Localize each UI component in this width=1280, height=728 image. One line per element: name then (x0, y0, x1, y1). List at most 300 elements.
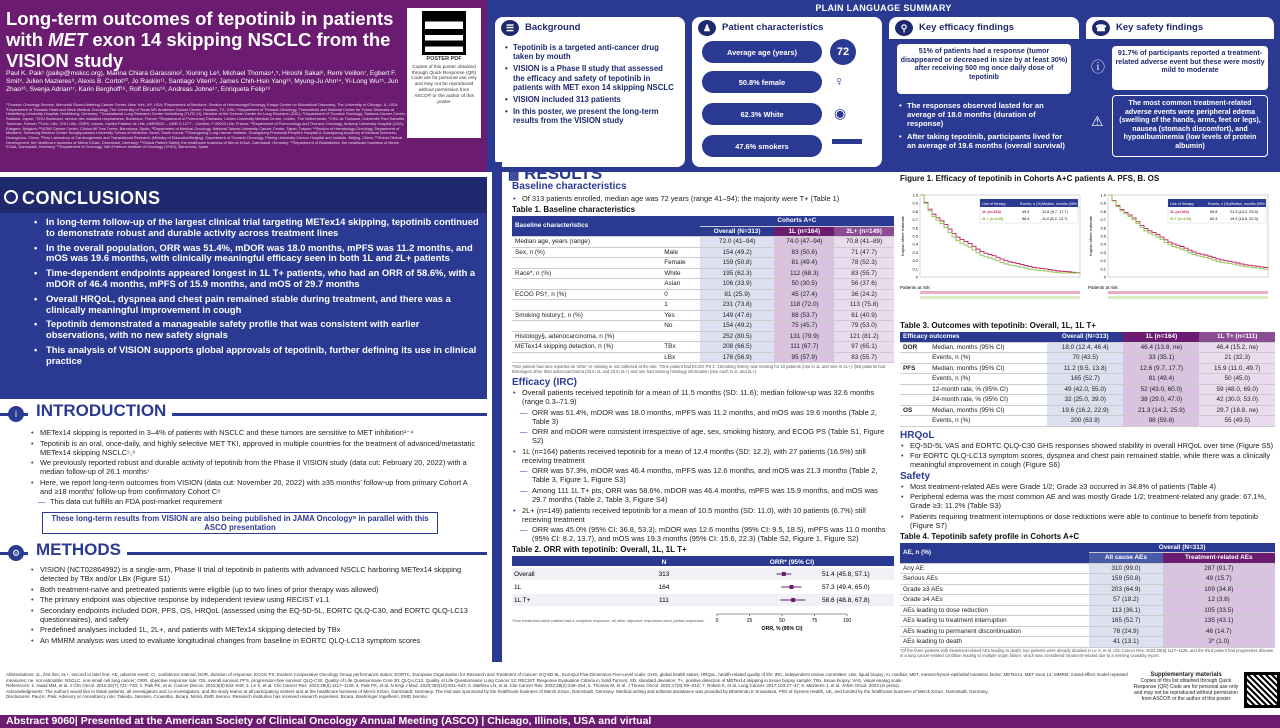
list-item: • Overall HRQoL, dyspnea and chest pain remained stable during treatment, and there was a clinically meaningful improvement in cough (34, 294, 479, 316)
table-cell: 154 (49.2) (700, 321, 775, 332)
smokers-pill: 47.6% smokers (702, 135, 822, 157)
qr-note: Copies of this poster obtained through Quick Response (QR) Code are for personal use only and may not be reproduced without permission from ASCO® or the author of this poster (411, 64, 477, 105)
baseline-text: • Of 313 patients enrolled, median age was 72 years (range 41–94); the majority were T+ (Table 1) (512, 194, 894, 203)
table-cell: 52 (43.0, 60.0) (1123, 384, 1199, 395)
table-cell: 41 (13.1) (1089, 637, 1162, 648)
hrqol-list (900, 441, 1275, 470)
pls-efficacy-card (889, 17, 1079, 167)
t2-tick-label: 0 (715, 618, 719, 625)
table-row (512, 247, 894, 258)
table-cell: 178 (56.9) (700, 352, 775, 363)
t2-row-orr: 57.3 (49.4, 65.0) (822, 584, 870, 592)
table-cell: 81 (49.4) (1123, 374, 1199, 385)
table-row (900, 342, 1275, 353)
t2-row-orr: 51.4 (45.8, 57.1) (822, 571, 870, 579)
table-cell: Any AE (900, 563, 1089, 574)
t1-head-0: Baseline characteristics (512, 216, 700, 237)
magnifier-icon: ⚲ (895, 20, 913, 36)
t1-head-2: Overall (N=313) (700, 226, 775, 237)
table-cell: 70 (43.5) (1047, 353, 1123, 364)
table-cell: Serious AEs (900, 574, 1089, 585)
risk-row-1 (920, 291, 1080, 294)
km-ytick: 0.3 (912, 249, 918, 255)
table-cell: 59 (48.0, 69.0) (1199, 384, 1275, 395)
table-cell: 50 (30.5) (774, 279, 834, 290)
list-item: • Here, we report long-term outcomes from VISION (data cut: November 20, 2022) with ≥35 months' follow-up from primary Cohort A and ≥18 months' follow-up from confirmatory Cohort C⁸ (30, 478, 480, 496)
table-row (900, 637, 1275, 648)
t2-row-n: 313 (658, 571, 670, 579)
qr-title: POSTER PDF (426, 56, 462, 62)
baseline-heading: Baseline characteristics (512, 181, 627, 192)
table-cell: Median, months (95% CI) (929, 363, 1047, 374)
table-cell: Events, n (%) (929, 374, 1047, 385)
pls-background-title: Background (525, 22, 581, 33)
title-line-2a: with (6, 29, 49, 50)
list-item: • This analysis of VISION supports global approvals of tepotinib, further defining its use in clinical practice (34, 345, 479, 367)
results-right-col (900, 173, 1275, 658)
t3-head-1: Overall (N=313) (1047, 332, 1123, 342)
pls-safety-card (1086, 17, 1274, 167)
references: References: 1. Awad MM, et al. J Clin Oncol. 2016;34(7):721–730; 2. Paik PK, et al. Cancer Discov. 2015;5(8):842–849; 3. Le X, et al. Clin Cancer Res. 2022;28(6):1117–1126; 4. Paik PK, et al. N Engl J Med. 2020;383(10):931–943; 5. Mathieu LN, et al. Clin Cancer Res. 2022;28(2):249–254; 6. Thomas M, et al. J Thorac Oncol. 2022;17(9):S9–S10; 7. Robert K, et al. Lung Cancer. 2017;103:27–37; 8. Mazieres J, et al. JAMA Oncol. 2023 (in press). (6, 683, 901, 688)
legend-median: 19.3 (15.6, 22.3) (1230, 217, 1258, 221)
t2-point (791, 598, 795, 602)
table-cell: 71 (47.7) (834, 247, 894, 258)
female-pill: 50.8% female (702, 71, 822, 93)
legend-median: 12.6 (9.7, 17.7) (1042, 210, 1068, 214)
table-cell: Events, n (%) (929, 353, 1047, 364)
table-cell: 3* (1.0) (1163, 637, 1275, 648)
table-cell: Race*, n (%) (512, 268, 661, 279)
white-pill: 62.3% White (702, 103, 822, 125)
list-item: • We previously reported robust and durable activity of tepotinib from the Phase II VISION study (data cut: February 20, 2022) with a median follow-up of 26.1 months⁷ (30, 458, 480, 476)
affiliations: ¹Thoracic Oncology Service, Memorial Sloan-Kettering Cancer Center, New York, NY, USA; ²Department of Medicine, Section of Hematology/Oncology, Knapp Center for Biomedical Discovery, The University of Chicago, IL, USA; ³Department of Thoracic Head and Neck Medical Oncology, The University of Texas MD Anderson Cancer Center, Houston, TX, USA; ⁴Department of Thoracic Oncology, Thoraxklinik and National Center for Tumor Diseases at Heidelberg University Hospital, Heidelberg, Germany; ⁵Translational Lung Research Center Heidelberg (TLRC-H), Member of the German Center for Lung Research (DZL); ⁶Department of Thoracic Oncology, Saitama Cancer Center, Saitama, Japan; ⁷CHU Bordeaux, service des maladies respiratoires, Bordeaux, France; ⁸Department of Pulmonary Diseases, Leiden University Medical Centre, Leiden, The Netherlands; ⁹CHU de Toulouse, Université Paul Sabatier, Toulouse, France; ¹⁰Univ. Lille, CHU Lille, CNRS, Inserm, Institut Pasteur de Lille, UMR9020 – UMR-S 1277 – Canther, F-59000 Lille, France; ¹¹Department of Pulmonology and Thoracic Oncology, Antwerp University Hospital (UZA), Edegem, Belgium; ¹²UOMI Cancer Center, Clínica Mi Tres Torres, Barcelona, Spain; ¹³Department of Medical Oncology, National Taiwan University Cancer Center, Taipei, Taiwan; ¹⁴Section of Hematology-Oncology, Department of Medicine, Samsung Medical Center Sungkyunkwan University School of Medicine, Seoul, South Korea; ¹⁵Guangdong Lung Cancer Institute, Guangdong Provincial People's Hospital & Guangdong Academy of Medical Sciences, Guangzhou, China; ¹⁶Key Laboratory of Carcinogenesis and Translational Research (Ministry of Education/Beijing), Department of Thoracic Oncology, Peking University Cancer Hospital and Institute, Beijing, China; ¹⁷Global Clinical Development, the healthcare business of Merck KGaA, Darmstadt, Germany; ¹⁸Global Patient Safety, the healthcare business of Merck KGaA, Darmstadt, Germany; ¹⁹Department of Biostatistics, the healthcare business of Merck KGaA, Darmstadt, Germany; ²⁰Department of Oncology, Vall d'Hebron Institute of Oncology (VHIO), Barcelona, Spain (6, 102, 406, 150)
table-cell: Histology§, adenocarcinoma, n (%) (512, 331, 661, 342)
t2-footnote: *One treatment-naïve patient had a complete response; all other objective responses were partial responses. (512, 618, 705, 624)
list-item: • Overall patients received tepotinib for a mean of 11.5 months (SD: 11.6); median follow-up was 32.6 months (range 0.3–71.9) (512, 388, 894, 406)
table-cell: 50 (45.0) (1199, 374, 1275, 385)
table-row (900, 353, 1275, 364)
table-cell (900, 353, 929, 364)
list-item: • In the overall population, ORR was 51.4%, mDOR was 18.0 months, mPFS was 11.2 months, and mOS was 19.6 months, with clinically meaningful efficacy seen in both 1L and 2L+ patients (34, 243, 479, 265)
patients-at-risk: Patients at risk: (1088, 285, 1119, 290)
legend-events: 59.8 (1210, 210, 1218, 214)
t4-head-1: Overall (N=313) (1089, 543, 1275, 553)
cigarette-icon (832, 139, 862, 144)
age-pill: Average age (years) (702, 41, 822, 63)
supplementary-box (1132, 672, 1280, 715)
table-cell: 83 (50.6) (774, 247, 834, 258)
table-cell: 195 (62.3) (700, 268, 775, 279)
table-cell: 12-month rate, % (95% CI) (929, 384, 1047, 395)
table-cell: OS (900, 405, 929, 416)
km-ytick: 0 (915, 274, 918, 280)
list-item: • Peripheral edema was the most common AE and was mostly Grade 1/2; treatment-related any grade: 67.1%, Grade ≥3: 11.2% (Table S3) (900, 492, 1275, 510)
title-line-2c: exon 14 skipping NSCLC from the (87, 29, 391, 50)
list-item: • Time-dependent endpoints appeared longest in 1L T+ patients, who had an ORR of 58.6%, with a mDOR of 46.4 months, mPFS of 15.9 months, and mOS of 29.7 months (34, 268, 479, 290)
disclosures: Disclosures: Paul K. Paik: Advisory or consultancy role: Takeda, Janssen, CrownBio, Bicara, Mirati, EMD Serono. Research institution has received research expenses: Bicara, Boehringer Ingelheim, EMD Serono. (6, 694, 429, 699)
list-item: • Tepotinib is a targeted anti-cancer drug taken by mouth (505, 43, 675, 61)
table-cell: 98 (59.8) (1123, 416, 1199, 427)
acknowledgments: Acknowledgments: The authors would like to thank patients, all investigators and co-investigators, and the study teams at all participating centers and at the healthcare business of Merck KGaA, Darmstadt, Germany. The trial was sponsored by the healthcare business of Merck KGaA, Darmstadt, Germany. Medical writing and editorial assistance was provided by Bhartendu K Srivastava, PhD of Syneos Health, UK, and funded by the healthcare business of Merck KGaA, Darmstadt, Germany. (6, 688, 989, 694)
table-cell: 81 (49.4) (774, 258, 834, 269)
list-item: • An MMRM analysis was used to evaluate longitudinal changes from baseline in EORTC QLQ-LC13 symptom scores (30, 636, 480, 645)
pls-eff-title: Key efficacy findings (919, 22, 1015, 33)
t2-row-n: 111 (659, 597, 669, 605)
table-cell: 46.4 (13.8, ne) (1123, 342, 1199, 353)
km-legend (980, 199, 1083, 223)
intro-header (0, 403, 487, 425)
km-legend (1168, 199, 1271, 223)
list-item: • Both treatment-naïve and pretreated patients were eligible (up to two lines of prior therapy was allowed) (30, 585, 480, 594)
plain-language-summary (487, 0, 1280, 172)
title-line-2b: MET (48, 29, 88, 50)
table-row (900, 574, 1275, 585)
poster-qr-box (407, 8, 481, 138)
qr-code-icon[interactable] (422, 11, 466, 55)
list-item: — ORR was 57.3%, mDOR was 46.4 months, mPFS was 12.6 months, and mOS was 21.3 months (Table 2, Table 3, Figure 1, Figure S3) (512, 466, 894, 484)
table-cell: 49 (15.7) (1163, 574, 1275, 585)
list-item: • Most treatment-related AEs were Grade 1/2; Grade ≥3 occurred in 34.8% of patients (Table 4) (900, 482, 1275, 491)
title-line-3: VISION study (6, 50, 124, 71)
table-cell: 12 (3.8) (1163, 595, 1275, 606)
legend-events: 60.3 (1210, 217, 1218, 221)
t2-header-bar (512, 556, 894, 566)
table-cell: 29.7 (18.8, ne) (1199, 405, 1275, 416)
info-icon: i (8, 406, 24, 422)
sup-qr-icon[interactable] (1244, 672, 1280, 708)
legend-line: 2L+ (n=149) (982, 217, 1004, 221)
table-cell: Asian (661, 279, 700, 290)
pls-background-list (505, 43, 675, 126)
warning-icon: ⚠ (1091, 113, 1104, 129)
table-cell (900, 395, 929, 406)
table-cell: 105 (33.5) (1163, 605, 1275, 616)
table-row (900, 584, 1275, 595)
table-row (900, 395, 1275, 406)
table-cell (900, 374, 929, 385)
safety-box-2: The most common treatment-related adverse events were peripheral edema (swelling of the hands, arms, feet or legs), nausea (stomach discomfort), and hypoalbuminemia (low levels of protein albumin) (1112, 95, 1268, 157)
list-item: • VISION (NCT02864992) is a single-arm, Phase II trial of tepotinib in patients with advanced NSCLC harboring METex14 skipping detected by TBx and/or LBx (Figure S1) (30, 565, 480, 583)
km-ytick: 0.7 (912, 217, 918, 223)
figure1-km-curves (900, 185, 1275, 315)
t4-head-2: All cause AEs (1089, 553, 1162, 564)
km-ytick: 0.3 (1100, 249, 1106, 255)
list-item: • Secondary endpoints included DOR, PFS, OS, HRQoL (assessed using the EQ-5D-5L, EORTC QLQ-C30, and EORTC QLQ-LC13 questionnaires), and safety (30, 606, 480, 624)
table-cell: 57 (18.2) (1089, 595, 1162, 606)
table-cell: 19.6 (16.2, 22.9) (1047, 405, 1123, 416)
km-ytick: 0.7 (1100, 217, 1106, 223)
table-cell (512, 352, 661, 363)
table-cell (661, 331, 700, 342)
safety-list (900, 482, 1275, 530)
list-item: • METex14 skipping is reported in 3–4% of patients with NSCLC and these tumors are sensitive to MET inhibition¹⁻⁴ (30, 428, 480, 437)
km-ytick: 0.8 (912, 208, 918, 214)
km-ytick: 0.6 (1100, 225, 1106, 231)
people-icon: ♟ (698, 20, 716, 36)
flask-icon: ⚙ (8, 545, 24, 561)
list-item: • After taking tepotinib, participants lived for an average of 19.6 months (overall survival) (899, 132, 1069, 150)
table-cell: 88 (53.7) (774, 310, 834, 321)
table-cell: DOR (900, 342, 929, 353)
km-ytick: 0.4 (1100, 241, 1106, 247)
t1-head-4: 2L+ (n=149) (834, 226, 894, 237)
table-cell (512, 321, 661, 332)
hrqol-heading: HRQoL (900, 429, 935, 441)
legend-line: 1L (n=164) (982, 210, 1001, 214)
table-cell: 78 (24.9) (1089, 626, 1162, 637)
table-cell: White (661, 268, 700, 279)
t4-head-0: AE, n (%) (900, 543, 1089, 564)
t3-head-3: 1L T+ (n=111) (1199, 332, 1275, 342)
table-cell: 112 (68.3) (774, 268, 834, 279)
km-ylabel: Kaplan-Meier estimate (900, 215, 905, 257)
table-row (900, 384, 1275, 395)
table-cell: 310 (99.0) (1089, 563, 1162, 574)
abstract-banner: Abstract 9060| Presented at the American Society of Clinical Oncology Annual Meeting (ASCO) | Chicago, Illinois, USA and virtual (0, 715, 1280, 728)
table-cell (661, 237, 700, 248)
t2-row-label: Overall (514, 571, 535, 579)
km-ytick: 1.0 (1100, 192, 1106, 198)
km-ytick: 0.2 (1100, 258, 1106, 264)
list-item: • VISION included 313 patients (505, 95, 675, 104)
table-cell: 109 (34.8) (1163, 584, 1275, 595)
t2-point (789, 585, 793, 589)
km-ytick: 0.8 (1100, 208, 1106, 214)
table4 (900, 543, 1275, 648)
risk-row-2 (1108, 296, 1268, 299)
list-item: • In this poster, we present the long-term results from the VISION study (505, 107, 675, 125)
table-row (512, 321, 894, 332)
book-icon: ☰ (501, 20, 519, 36)
table-cell: 83 (55.7) (834, 352, 894, 363)
table-cell: Smoking history‡, n (%) (512, 310, 661, 321)
t2-xlabel: ORR, % (95% CI) (761, 626, 803, 633)
list-item: — ORR was 51.4%, mDOR was 18.0 months, mPFS was 11.2 months, and mOS was 19.6 months (Table 2, Table 3) (512, 408, 894, 426)
table-cell: LBx (661, 352, 700, 363)
km-ytick: 0 (1103, 274, 1106, 280)
table-cell: 33 (35.1) (1123, 353, 1199, 364)
table-cell: 72.0 (41–94) (700, 237, 775, 248)
km-ytick: 0.5 (912, 233, 918, 239)
table-cell: PFS (900, 363, 929, 374)
globe-icon: ◉ (834, 105, 847, 121)
list-item: • 2L+ (n=149) patients received tepotinib for a mean of 10.5 months (SD: 11.0), with 10 patients (6.7%) still receiving treatment (512, 506, 894, 524)
km-ytick: 0.1 (912, 266, 918, 272)
pls-safety-title: Key safety findings (1116, 22, 1204, 33)
km-ytick: 0.4 (912, 241, 918, 247)
table1-title: Table 1. Baseline characteristics (512, 205, 636, 214)
table-row (512, 237, 894, 248)
table-cell: 79 (53.0) (834, 321, 894, 332)
table-cell: 81 (25.9) (700, 289, 775, 300)
table-cell: 75 (45.7) (774, 321, 834, 332)
table-cell: 111 (67.7) (774, 342, 834, 353)
list-item: • Tepotinib is an oral, once-daily, and highly selective MET TKI, approved in multiple countries for the treatment of advanced/metastatic METex14 skipping NSCLC⁵,⁶ (30, 439, 480, 457)
table-cell: 113 (75.8) (834, 300, 894, 311)
pls-char-title: Patient characteristics (722, 22, 824, 33)
methods-list (30, 565, 480, 645)
table-row (512, 331, 894, 342)
table-cell: 203 (64.9) (1089, 584, 1162, 595)
table-row (512, 268, 894, 279)
table-cell: 149 (47.6) (700, 310, 775, 321)
legend-head: Line of therapy (982, 202, 1006, 206)
t2-point (782, 572, 786, 576)
table-cell: 287 (91.7) (1163, 563, 1275, 574)
table-cell: Grade ≥3 AEs (900, 584, 1089, 595)
legend-median: 11.0 (8.2, 13.7) (1042, 217, 1068, 221)
table4-title: Table 4. Tepotinib safety profile in Cohorts A+C (900, 531, 1080, 541)
table-row (900, 374, 1275, 385)
table-cell (512, 258, 661, 269)
legend-line: 1L (n=164) (1170, 210, 1189, 214)
list-item: — This data cut fulfills an FDA post-market requirement (30, 497, 480, 506)
pls-background-card (495, 17, 685, 167)
table-cell: Median, months (95% CI) (929, 342, 1047, 353)
km-ytick: 1.0 (912, 192, 918, 198)
legend-line: 2L+ (n=149) (1170, 217, 1192, 221)
efficacy-box: 51% of patients had a response (tumor disappeared or decreased in size by at least 30%) after receiving 500 mg once daily dose of tepotinib (897, 44, 1071, 94)
table-cell: 97 (65.1) (834, 342, 894, 353)
table-cell: Male (661, 247, 700, 258)
shield-icon: ☎ (1092, 20, 1110, 36)
table-row (900, 605, 1275, 616)
patients-at-risk: Patients at risk: (900, 285, 931, 290)
table-cell: 24-month rate, % (95% CI) (929, 395, 1047, 406)
table-cell: 0 (661, 289, 700, 300)
table-cell: 32 (25.0, 39.0) (1047, 395, 1123, 406)
table-cell: AEs leading to permanent discontinuation (900, 626, 1089, 637)
results-left-col (512, 181, 894, 641)
table-cell (512, 279, 661, 290)
legend-head: Median, months (95% CI) (1042, 202, 1083, 206)
efficacy-list (512, 388, 894, 543)
table-cell: 49 (42.0, 55.0) (1047, 384, 1123, 395)
table-cell: 36 (24.2) (834, 289, 894, 300)
table3 (900, 332, 1275, 427)
table-cell: 1 (661, 300, 700, 311)
table-cell: 18.0 (12.4, 46.4) (1047, 342, 1123, 353)
table-cell: 46.4 (15.2, ne) (1199, 342, 1275, 353)
table-row (512, 289, 894, 300)
pls-characteristics-card (692, 17, 882, 167)
table-row (900, 626, 1275, 637)
table-cell: AEs leading to treatment interruption (900, 616, 1089, 627)
safety-box-1: 91.7% of participants reported a treatment-related adverse event but these were mostly mild to moderate (1112, 46, 1268, 90)
sup-text: Copies of this list obtained through Quick Response (QR) Code are for personal use only and may not be reproduced without permission from ASCO® or the author of this poster (1133, 678, 1239, 702)
table-cell: AEs leading to death (900, 637, 1089, 648)
table-cell: 159 (50.8) (700, 258, 775, 269)
list-item: — ORR and mDOR were consistent irrespective of age, sex, smoking history, and ECOG PS (Table S1, Figure S2) (512, 427, 894, 445)
sup-title: Supplementary materials (1150, 672, 1222, 678)
t2-row-label: 1L T+ (514, 597, 531, 605)
t1-head-3: 1L (n=164) (774, 226, 834, 237)
table-cell: No (661, 321, 700, 332)
female-icon: ♀ (834, 73, 845, 89)
table-cell: Sex, n (%) (512, 247, 661, 258)
km-ytick: 0.1 (1100, 266, 1106, 272)
list-item: • Tepotinib demonstrated a manageable safety profile that was consistent with earlier observations, with no new safety signals (34, 319, 479, 341)
intro-list (30, 428, 480, 506)
intro-body (30, 428, 480, 508)
author-list: Paul K. Paik¹ (paikp@mskcc.org), Marina Chiara Garassino², Xiuning Le³, Michael Thomas⁴,⁵, Hiroshi Sakai⁶, Remi Veillon⁷, Egbert F. Smit⁸, Julien Mazieres⁹, Alexis B. Cortot¹⁰, Jo Raskin¹¹, Santiago Viteri¹², James Chih-Hsin Yang¹³, Myung-Ju Ahn¹⁴, Yi-Long Wu¹⁵, Jun Zhao¹⁶, Svenja Adrian¹⁷, Karin Berghoff¹⁸, Rolf Bruns¹⁸, Andreas Johne¹⁷, Enriqueta Felip¹⁹ (6, 70, 399, 94)
abbreviations: Abbreviations: 1L, first line; 2L+, second or later line; AE, adverse event; CI, confidence interval; DOR, duration of response; ECOG PS, Eastern Cooperative Oncology Group performance status; EORTC, European Organisation for Research and Treatment of Cancer; EQ-5D-5L, EuroQol Five-Dimension Five-Level scale; GHS, global health status; HRQoL, health-related quality of life; IRC, independent review committee; LBx, liquid biopsy; m, median; MET, mesenchymal–epithelial transition factor; METex14, MET exon 14; MMRM, mixed-effect model repeated measures; ne, not estimable; NSCLC, non-small cell lung cancer; ORR, objective response rate; OS, overall survival; PFS, progression-free survival; QLQ-C30, Quality of Life Questionnaire Core 30; QLQ-LC13, Quality of Life Questionnaire Lung Cancer 13; RECIST, Response Evaluation Criteria in Solid Tumors; SD, standard deviation; T+, positive detection of METex14 skipping in tissue biopsy sample; TBx, tissue biopsy; VAS, visual analog scale. (6, 672, 1128, 683)
table-cell: 38 (29.0, 47.0) (1123, 395, 1199, 406)
table-cell: 135 (43.1) (1163, 616, 1275, 627)
results-title-text: RESULTS (524, 164, 603, 183)
list-item: • VISION is a Phase II study that assessed the efficacy and safety of tepotinib in patients with MET exon 14 skipping NSCLC (505, 64, 675, 92)
risk-row-1 (1108, 291, 1268, 294)
table-cell: 46 (14.7) (1163, 626, 1275, 637)
table-cell: AEs leading to dose reduction (900, 605, 1089, 616)
poster-title (6, 8, 401, 71)
table-cell: Yes (661, 310, 700, 321)
table-cell: 121 (81.2) (834, 331, 894, 342)
list-item: • EQ-5D-5L VAS and EORTC QLQ-C30 GHS responses showed stability in overall HRQoL over time (Figure S5) (900, 441, 1275, 450)
results-sidebar-bar (492, 162, 502, 662)
table-row (512, 310, 894, 321)
t2-row-orr: 58.6 (48.8, 67.8) (822, 597, 870, 605)
table-cell (900, 416, 929, 427)
km-ytick: 0.2 (912, 258, 918, 264)
t2-row-n: 164 (658, 584, 670, 592)
publication-note: These long-term results from VISION are also being published in JAMA Oncology⁸ in parallel with this ASCO presentation (42, 512, 438, 534)
km-ytick: 0.9 (912, 200, 918, 206)
table-cell: Grade ≥4 AEs (900, 595, 1089, 606)
table-cell: 159 (50.8) (1089, 574, 1162, 585)
t2-head-n: N (661, 559, 667, 567)
table-cell: 74.0 (47–94) (774, 237, 834, 248)
table-cell: TBx (661, 342, 700, 353)
t3-head-2: 1L (n=164) (1123, 332, 1199, 342)
table-row (512, 352, 894, 363)
table-cell: 231 (73.8) (700, 300, 775, 311)
pls-header: PLAIN LANGUAGE SUMMARY (815, 3, 952, 13)
legend-head: Events, n (%) (1020, 202, 1042, 206)
legend-events: 56.4 (1022, 217, 1030, 221)
table-cell: 118 (72.0) (774, 300, 834, 311)
table-cell: ECOG PS†, n (%) (512, 289, 661, 300)
table-row (900, 363, 1275, 374)
legend-head: Median, months (95% CI) (1230, 202, 1271, 206)
table-cell: 78 (52.3) (834, 258, 894, 269)
table-cell: 252 (80.5) (700, 331, 775, 342)
table-row (900, 616, 1275, 627)
age-value: 72 (830, 39, 856, 65)
list-item: — ORR was 45.0% (95% CI: 36.8, 53.3), mDOR was 12.6 months (95% CI: 9.5, 18.5), mPFS was 11.0 months (95% CI: 8.2, 13.7), and mOS was 19.3 months (95% CI: 15.6, 22.3) (Table S2, Figure 1, Figure S2) (512, 525, 894, 543)
table-cell: 131 (79.9) (774, 331, 834, 342)
table-cell: 95 (57.9) (774, 352, 834, 363)
table-cell: Median age, years (range) (512, 237, 661, 248)
methods-header (0, 542, 487, 564)
table-cell: 12.6 (9.7, 17.7) (1123, 363, 1199, 374)
list-item: • In long-term follow-up of the largest clinical trial targeting METex14 skipping, tepotinib continued to demonstrate robust and durable activity across treatment lines (34, 217, 479, 239)
list-item: • The primary endpoint was objective response by independent review using RECIST v1.1 (30, 595, 480, 604)
table-cell: 165 (52.7) (1089, 616, 1162, 627)
table1-footnote: *One patient had race reported as 'other' or missing or not collected at the site. †One patient had ECOG PS 2. ‡Smoking history was missing for 10 patients (one in 1L and nine in 2L+). §56 patients had histologies other than adenocarcinoma (33 in 1L and 23 in 2L+) and one had missing histology information (one each in 1L and 2L+). (512, 364, 886, 374)
table-cell: 200 (63.9) (1047, 416, 1123, 427)
title-line-1: Long-term outcomes of tepotinib in patients (6, 8, 394, 29)
table-cell: Female (661, 258, 700, 269)
table-row (512, 279, 894, 290)
table-cell: 42 (30.0, 53.0) (1199, 395, 1275, 406)
pls-efficacy-list (899, 101, 1069, 150)
risk-row-2 (920, 296, 1080, 299)
list-item: • The responses observed lasted for an average of 18.0 months (duration of response) (899, 101, 1069, 129)
km-ylabel: Kaplan-Meier estimate (1088, 215, 1093, 257)
t1-head-1: Cohorts A+C (700, 216, 894, 226)
efficacy-heading: Efficacy (IRC) (512, 377, 578, 388)
